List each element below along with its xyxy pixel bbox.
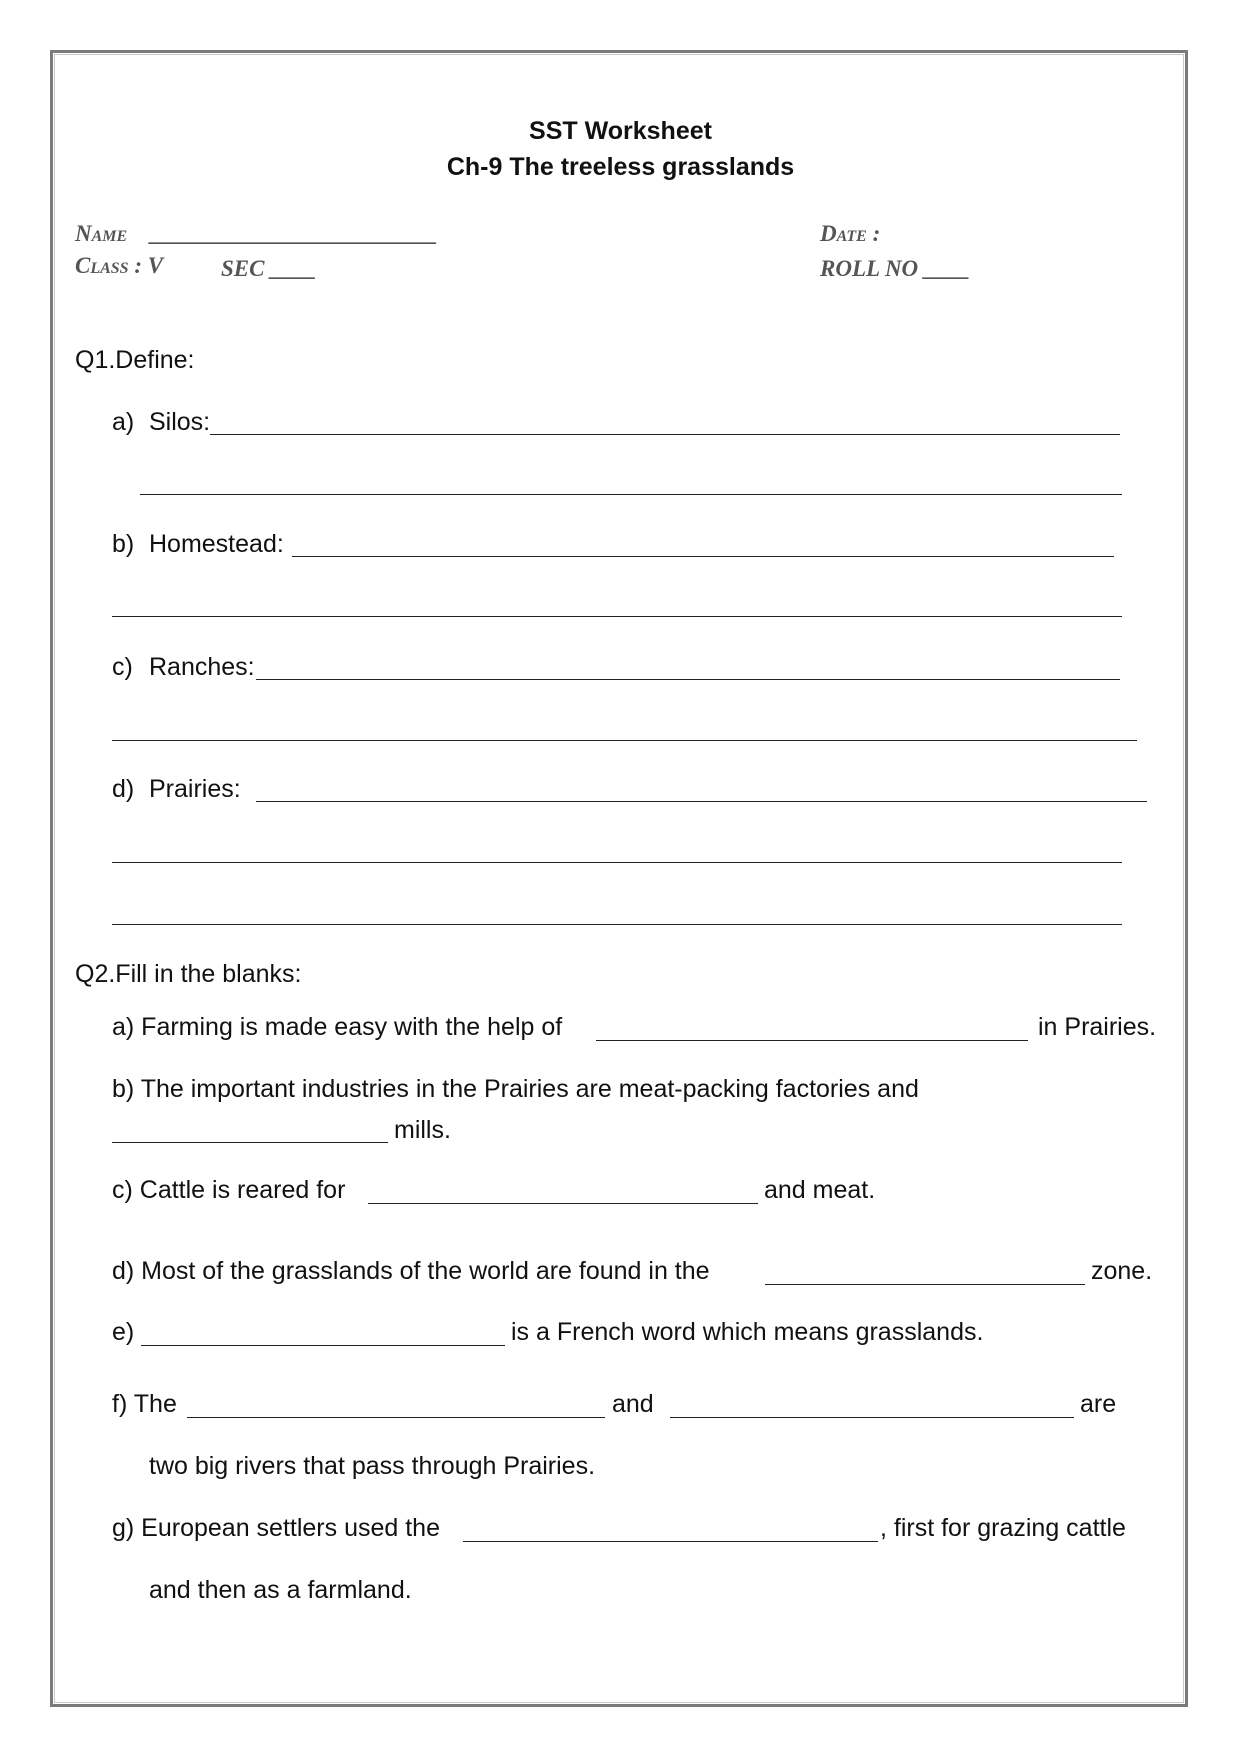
q2-d-text-end: zone. — [1091, 1257, 1153, 1285]
q2-f-text-line2: two big rivers that pass through Prairies. — [149, 1452, 596, 1480]
q2-f-text-mid: and — [612, 1390, 654, 1418]
answer-line[interactable] — [112, 616, 1122, 617]
q2-c-text: c) Cattle is reared for — [112, 1176, 346, 1204]
answer-line[interactable] — [112, 862, 1122, 863]
q2-f-text: f) The — [112, 1390, 177, 1418]
q2-c-text-end: and meat. — [764, 1176, 876, 1204]
q1-item-d-letter: d) — [112, 775, 135, 803]
chapter-title: Ch-9 The treeless grasslands — [446, 153, 795, 181]
worksheet-title: SST Worksheet — [529, 117, 712, 145]
answer-line[interactable] — [256, 801, 1147, 802]
q2-g-text: g) European settlers used the — [112, 1514, 440, 1542]
q1-item-a-term: Silos: — [149, 408, 211, 436]
answer-line[interactable] — [140, 494, 1122, 495]
fill-blank[interactable] — [670, 1417, 1074, 1418]
q1-item-c-letter: c) — [112, 653, 133, 681]
q2-a-text: a) Farming is made easy with the help of — [112, 1013, 563, 1041]
q1-item-b-term: Homestead: — [149, 530, 284, 558]
q2-d-text: d) Most of the grasslands of the world are found in the — [112, 1257, 710, 1285]
q2-a-text-end: in Prairies. — [1038, 1013, 1157, 1041]
fill-blank[interactable] — [463, 1541, 878, 1542]
fill-blank[interactable] — [187, 1417, 605, 1418]
q2-e-text-end: is a French word which means grasslands. — [511, 1318, 984, 1346]
fill-blank[interactable] — [141, 1345, 505, 1346]
name-label: Name — [75, 221, 128, 246]
answer-line[interactable] — [210, 434, 1120, 435]
fill-blank[interactable] — [368, 1203, 758, 1204]
q2-b-text-end: mills. — [394, 1116, 451, 1144]
section-label[interactable]: SEC ____ — [221, 256, 317, 281]
q2-heading: Q2.Fill in the blanks: — [75, 960, 302, 988]
q1-item-a-letter: a) — [112, 408, 135, 436]
q2-f-text-end: are — [1080, 1390, 1117, 1418]
q1-item-c-term: Ranches: — [149, 653, 255, 681]
answer-line[interactable] — [112, 740, 1137, 741]
answer-line[interactable] — [112, 924, 1122, 925]
fill-blank[interactable] — [112, 1142, 388, 1143]
q2-e-text: e) — [112, 1318, 135, 1346]
q1-item-b-letter: b) — [112, 530, 135, 558]
roll-number-label[interactable]: ROLL NO ____ — [820, 256, 970, 281]
answer-line[interactable] — [292, 556, 1114, 557]
class-label: Class : V — [75, 253, 164, 278]
fill-blank[interactable] — [765, 1284, 1085, 1285]
q2-g-text-end: , first for grazing cattle — [880, 1514, 1126, 1542]
name-blank[interactable]: _________________________ — [150, 221, 438, 246]
answer-line[interactable] — [256, 679, 1120, 680]
q1-heading: Q1.Define: — [75, 346, 195, 374]
q2-b-text: b) The important industries in the Prairies are meat-packing factories and — [112, 1075, 919, 1103]
date-label: Date : — [820, 221, 881, 246]
fill-blank[interactable] — [596, 1040, 1028, 1041]
q2-g-text-line2: and then as a farmland. — [149, 1576, 412, 1604]
q1-item-d-term: Prairies: — [149, 775, 241, 803]
